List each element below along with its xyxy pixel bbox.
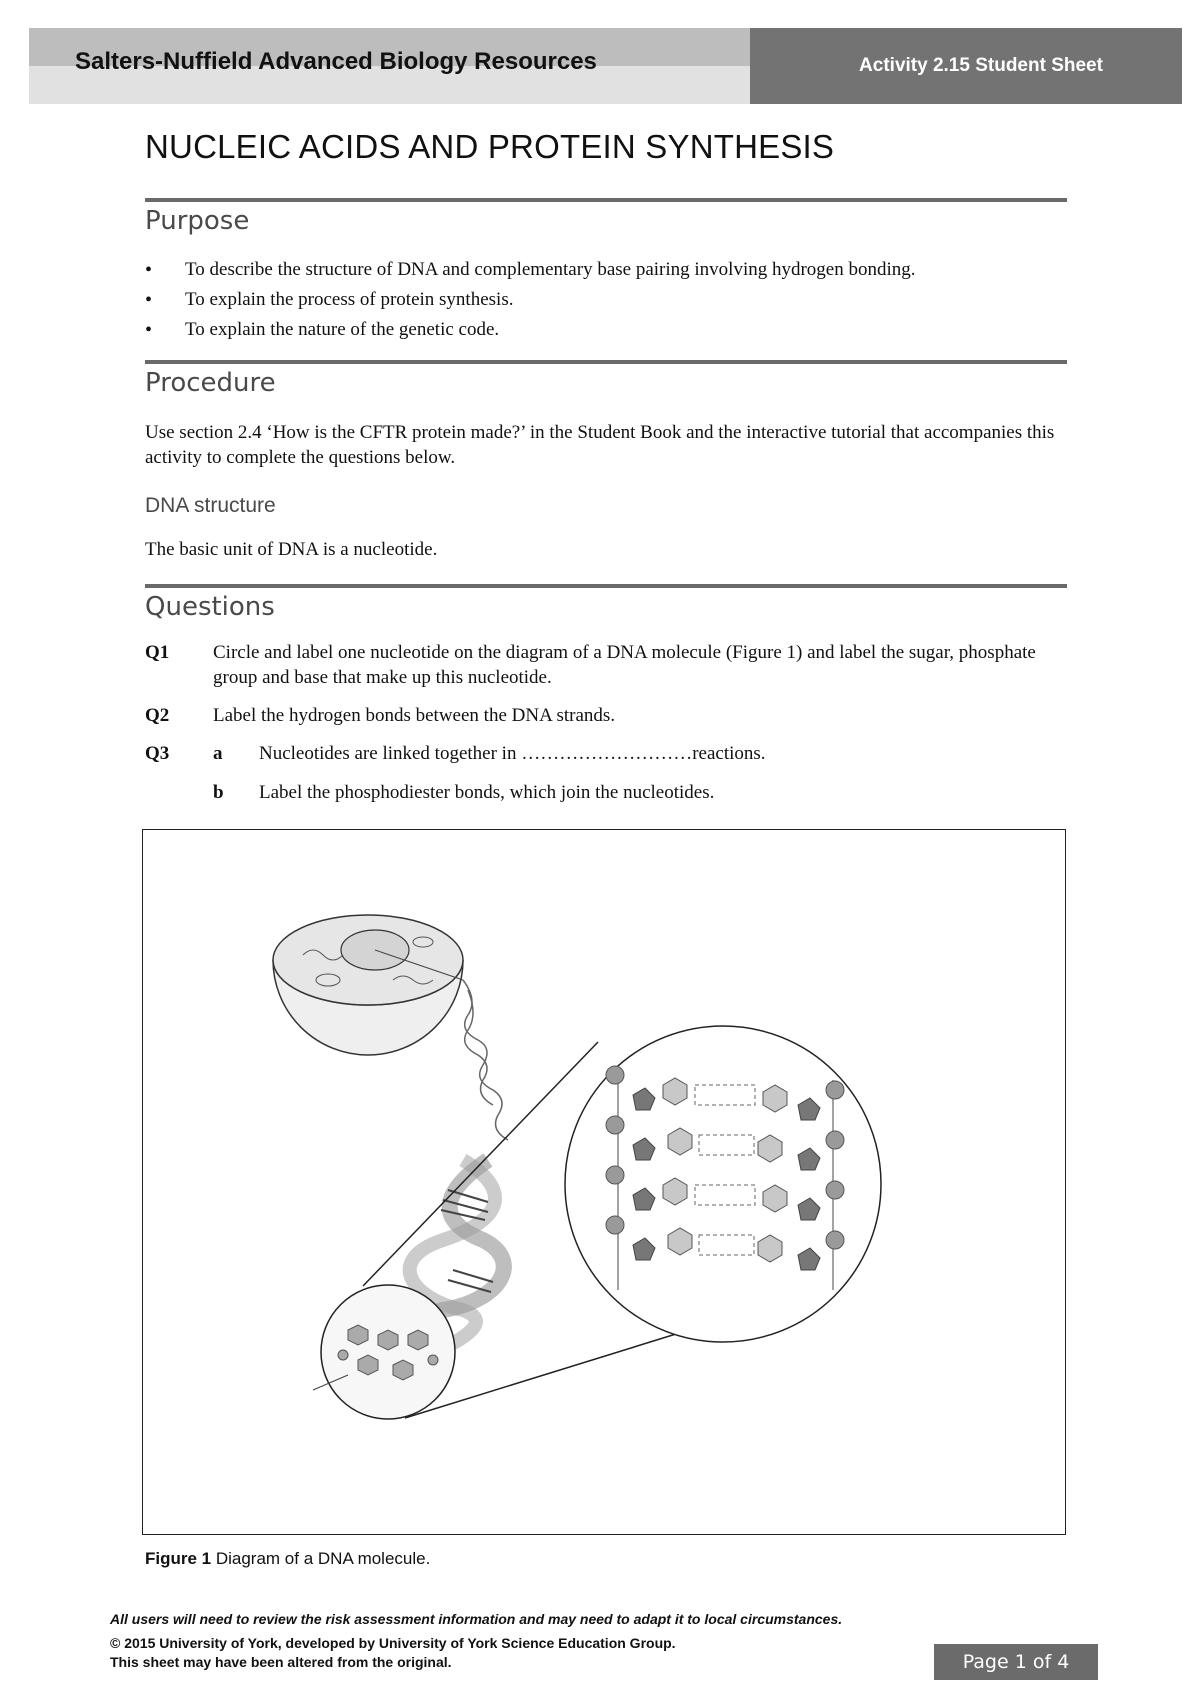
question-number: Q3 bbox=[145, 743, 170, 764]
page-number-badge: Page 1 of 4 bbox=[934, 1644, 1098, 1680]
section-divider bbox=[145, 360, 1067, 364]
question-text: Label the hydrogen bonds between the DNA strands. bbox=[213, 705, 616, 726]
questions-heading: Questions bbox=[145, 592, 275, 622]
list-item-text: To describe the structure of DNA and complementary base pairing involving hydrogen bonding. bbox=[185, 259, 916, 280]
procedure-heading: Procedure bbox=[145, 368, 276, 398]
page-title: NUCLEIC ACIDS AND PROTEIN SYNTHESIS bbox=[145, 128, 835, 165]
question-part-label: b bbox=[213, 782, 224, 803]
bullet-icon: • bbox=[145, 289, 153, 311]
list-item bbox=[145, 287, 916, 317]
section-divider bbox=[145, 198, 1067, 202]
figure-caption-text: Diagram of a DNA molecule. bbox=[211, 1549, 431, 1568]
alteration-note: This sheet may have been altered from the original. bbox=[110, 1654, 452, 1670]
small-magnifier-circle bbox=[313, 1285, 455, 1419]
question-text: Nucleotides are linked together in ………………………reactions. bbox=[259, 743, 766, 764]
dna-structure-heading: DNA structure bbox=[145, 494, 276, 517]
header-banner bbox=[29, 28, 1182, 104]
procedure-text: Use section 2.4 ‘How is the CFTR protein made?’ in the Student Book and the interactive tutorial that accompanies this activity to complete the questions below. bbox=[145, 422, 1055, 468]
activity-label: Activity 2.15 Student Sheet bbox=[859, 55, 1103, 76]
purpose-list bbox=[145, 257, 916, 347]
bullet-icon: • bbox=[145, 259, 153, 281]
bullet-icon: • bbox=[145, 319, 153, 341]
chromatin-coil bbox=[463, 980, 508, 1140]
figure-caption bbox=[145, 1549, 430, 1569]
list-item bbox=[145, 317, 916, 347]
dna-structure-text: The basic unit of DNA is a nucleotide. bbox=[145, 539, 438, 560]
copyright-block bbox=[110, 1634, 676, 1672]
series-title: Salters-Nuffield Advanced Biology Resources bbox=[75, 48, 597, 75]
copyright-text: © 2015 University of York, developed by University of York Science Education Group. bbox=[110, 1635, 676, 1651]
question-part-label: a bbox=[213, 743, 223, 764]
banner-right-panel bbox=[750, 28, 1182, 104]
section-divider bbox=[145, 584, 1067, 588]
purpose-heading: Purpose bbox=[145, 206, 250, 236]
question-number: Q1 bbox=[145, 642, 170, 663]
list-item bbox=[145, 257, 916, 287]
list-item-text: To explain the nature of the genetic code. bbox=[185, 319, 500, 340]
figure-frame bbox=[142, 829, 1066, 1535]
question-text: Label the phosphodiester bonds, which join the nucleotides. bbox=[259, 782, 715, 803]
question-number: Q2 bbox=[145, 705, 170, 726]
list-item-text: To explain the process of protein synthesis. bbox=[185, 289, 514, 310]
question-text: Circle and label one nucleotide on the diagram of a DNA molecule (Figure 1) and label the sugar, phosphate group and base that make up this nucleotide. bbox=[213, 642, 1036, 688]
cell-illustration bbox=[273, 915, 463, 1055]
large-magnifier-circle bbox=[565, 1026, 881, 1342]
figure-label: Figure 1 bbox=[145, 1549, 212, 1568]
risk-warning: All users will need to review the risk assessment information and may need to adapt it to local circumstances. bbox=[110, 1611, 843, 1627]
dna-diagram bbox=[143, 830, 1065, 1534]
